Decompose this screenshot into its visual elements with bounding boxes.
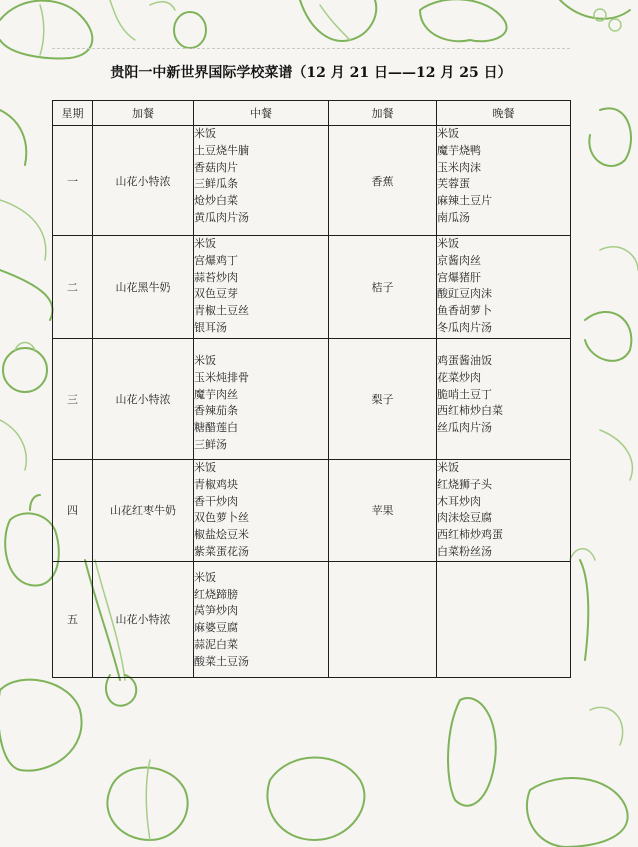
weekday-cell: 三 bbox=[53, 339, 93, 460]
weekday-cell: 五 bbox=[53, 561, 93, 677]
dinner-item: 酸豇豆肉沫 bbox=[437, 287, 492, 301]
header-snack-afternoon: 加餐 bbox=[329, 101, 437, 126]
lunch-item: 米饭 bbox=[194, 354, 216, 367]
table-row bbox=[53, 339, 571, 460]
dinner-item: 红烧狮子头 bbox=[437, 477, 492, 491]
dinner-cell bbox=[437, 339, 571, 460]
table-row bbox=[53, 236, 571, 339]
lunch-cell bbox=[194, 236, 329, 339]
dinner-item: 西红柿炒白菜 bbox=[437, 404, 503, 418]
lunch-item: 莴笋炒肉 bbox=[194, 604, 238, 618]
lunch-item: 双色萝卜丝 bbox=[194, 511, 249, 525]
lunch-item: 三鲜汤 bbox=[194, 437, 227, 451]
lunch-item: 银耳汤 bbox=[194, 320, 227, 334]
lunch-item: 青椒土豆丝 bbox=[194, 304, 249, 318]
header-snack-morning: 加餐 bbox=[93, 101, 194, 126]
dinner-item: 米饭 bbox=[437, 237, 459, 250]
dinner-item: 魔芋烧鸭 bbox=[437, 143, 481, 157]
dinner-item: 肉沫烩豆腐 bbox=[437, 511, 492, 525]
lunch-item: 蒜苔炒肉 bbox=[194, 270, 238, 284]
lunch-item: 玉米炖排骨 bbox=[194, 370, 249, 384]
lunch-item: 香菇肉片 bbox=[194, 160, 238, 174]
morning-snack-cell: 山花小特浓 bbox=[93, 126, 194, 236]
dinner-item: 芙蓉蛋 bbox=[437, 177, 470, 191]
lunch-item: 宫爆鸡丁 bbox=[194, 253, 238, 267]
dinner-cell bbox=[437, 126, 571, 236]
afternoon-snack-cell bbox=[329, 561, 437, 677]
lunch-item: 紫菜蛋花汤 bbox=[194, 544, 249, 558]
lunch-item: 椒盐烩豆米 bbox=[194, 528, 249, 542]
dinner-item: 麻辣土豆片 bbox=[437, 194, 492, 208]
lunch-item: 三鲜瓜条 bbox=[194, 177, 238, 191]
dinner-cell bbox=[437, 236, 571, 339]
dinner-item: 冬瓜肉片汤 bbox=[437, 320, 492, 334]
morning-snack-cell: 山花红枣牛奶 bbox=[93, 460, 194, 562]
lunch-item: 双色豆芽 bbox=[194, 287, 238, 301]
dinner-item: 京酱肉丝 bbox=[437, 253, 481, 267]
lunch-cell bbox=[194, 126, 329, 236]
lunch-item: 炝炒白菜 bbox=[194, 194, 238, 208]
lunch-cell bbox=[194, 460, 329, 562]
lunch-item: 麻婆豆腐 bbox=[194, 621, 238, 635]
morning-snack-cell: 山花小特浓 bbox=[93, 561, 194, 677]
dinner-item: 脆哨土豆丁 bbox=[437, 387, 492, 401]
lunch-item: 土豆烧牛腩 bbox=[194, 143, 249, 157]
dinner-item: 玉米肉沫 bbox=[437, 160, 481, 174]
lunch-item: 香干炒肉 bbox=[194, 494, 238, 508]
afternoon-snack-cell: 香蕉 bbox=[329, 126, 437, 236]
dinner-item: 西红柿炒鸡蛋 bbox=[437, 528, 503, 542]
header-dinner: 晚餐 bbox=[437, 101, 571, 126]
dinner-item: 宫爆猪肝 bbox=[437, 270, 481, 284]
afternoon-snack-cell: 苹果 bbox=[329, 460, 437, 562]
lunch-item: 糖醋莲白 bbox=[194, 421, 238, 435]
dinner-cell bbox=[437, 561, 571, 677]
weekday-cell: 一 bbox=[53, 126, 93, 236]
header-weekday: 星期 bbox=[53, 101, 93, 126]
dinner-item: 丝瓜肉片汤 bbox=[437, 421, 492, 435]
table-header-row bbox=[53, 101, 571, 126]
lunch-item: 红烧蹄膀 bbox=[194, 587, 238, 601]
weekday-cell: 二 bbox=[53, 236, 93, 339]
afternoon-snack-cell: 梨子 bbox=[329, 339, 437, 460]
weekly-menu-table bbox=[52, 100, 571, 678]
lunch-cell bbox=[194, 339, 329, 460]
dinner-item: 南瓜汤 bbox=[437, 210, 470, 224]
dinner-item: 米饭 bbox=[437, 461, 459, 474]
table-row bbox=[53, 460, 571, 562]
afternoon-snack-cell: 桔子 bbox=[329, 236, 437, 339]
lunch-item: 酸菜土豆汤 bbox=[194, 654, 249, 668]
lunch-item: 米饭 bbox=[194, 570, 216, 584]
dinner-item: 鱼香胡萝卜 bbox=[437, 304, 492, 318]
lunch-item: 青椒鸡块 bbox=[194, 477, 238, 491]
lunch-item: 米饭 bbox=[194, 237, 216, 250]
lunch-item: 香辣茄条 bbox=[194, 404, 238, 418]
morning-snack-cell: 山花黑牛奶 bbox=[93, 236, 194, 339]
header-lunch: 中餐 bbox=[194, 101, 329, 126]
dinner-item: 花菜炒肉 bbox=[437, 370, 481, 384]
weekday-cell: 四 bbox=[53, 460, 93, 562]
menu-title: 贵阳一中新世界国际学校菜谱（12 月 21 日——12 月 25 日） bbox=[110, 65, 512, 81]
lunch-cell bbox=[194, 561, 329, 677]
dinner-item: 木耳炒肉 bbox=[437, 494, 481, 508]
dinner-cell bbox=[437, 460, 571, 562]
lunch-item: 米饭 bbox=[194, 461, 216, 474]
dinner-item: 鸡蛋酱油饭 bbox=[437, 354, 492, 367]
table-row bbox=[53, 126, 571, 236]
lunch-item: 魔芋肉丝 bbox=[194, 387, 238, 401]
dinner-item: 白菜粉丝汤 bbox=[437, 544, 492, 558]
lunch-item: 黄瓜肉片汤 bbox=[194, 210, 249, 224]
morning-snack-cell: 山花小特浓 bbox=[93, 339, 194, 460]
lunch-item: 蒜泥白菜 bbox=[194, 637, 238, 651]
lunch-item: 米饭 bbox=[194, 127, 216, 140]
table-row bbox=[53, 561, 571, 677]
dinner-item: 米饭 bbox=[437, 127, 459, 140]
